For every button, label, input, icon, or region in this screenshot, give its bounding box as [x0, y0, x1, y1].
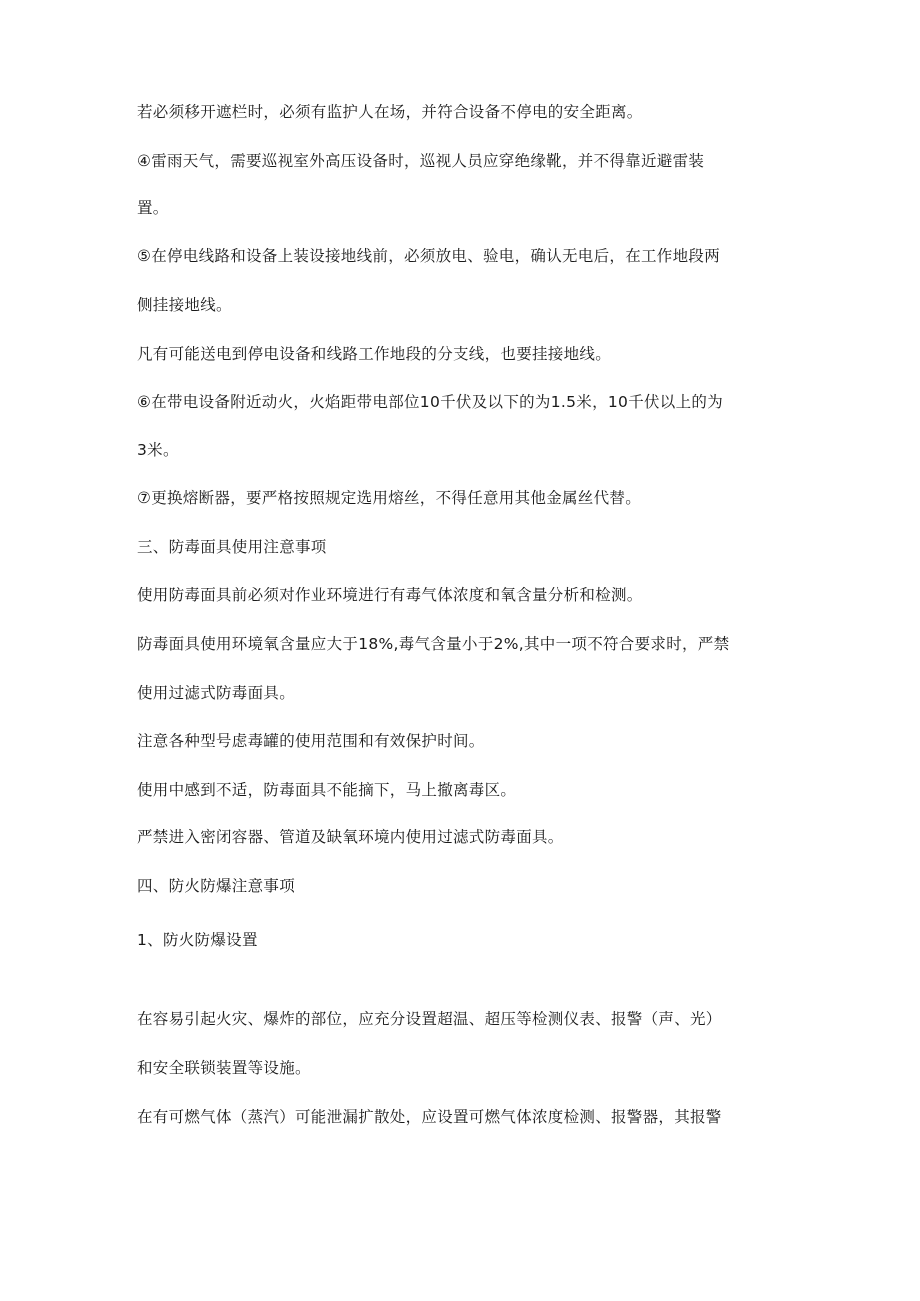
text-line: ④雷雨天气，需要巡视室外高压设备时，巡视人员应穿绝缘靴，并不得靠近避雷装	[137, 152, 705, 170]
text-line: 置。	[137, 199, 169, 217]
text-line: ⑦更换熔断器，要严格按照规定选用熔丝，不得任意用其他金属丝代替。	[137, 489, 641, 507]
section-heading: 三、防毒面具使用注意事项	[137, 538, 327, 556]
text-line: 严禁进入密闭容器、管道及缺氧环境内使用过滤式防毒面具。	[137, 828, 564, 846]
text-line: 3米。	[137, 441, 179, 459]
text-line: 和安全联锁装置等设施。	[137, 1059, 311, 1077]
text-line: 使用中感到不适，防毒面具不能摘下，马上撤离毒区。	[137, 781, 517, 799]
text-line: 在有可燃气体（蒸汽）可能泄漏扩散处，应设置可燃气体浓度检测、报警器，其报警	[137, 1108, 722, 1126]
text-line: 使用过滤式防毒面具。	[137, 684, 296, 702]
section-heading: 四、防火防爆注意事项	[137, 877, 296, 895]
text-line: 在容易引起火灾、爆炸的部位，应充分设置超温、超压等检测仪表、报警（声、光）	[137, 1010, 722, 1028]
text-line: 防毒面具使用环境氧含量应大于18%,毒气含量小于2%,其中一项不符合要求时，严禁	[137, 635, 730, 653]
subsection-heading: 1、防火防爆设置	[137, 931, 258, 949]
text-line: 侧挂接地线。	[137, 296, 232, 314]
text-line: 凡有可能送电到停电设备和线路工作地段的分支线，也要挂接地线。	[137, 345, 612, 363]
text-line: 若必须移开遮栏时，必须有监护人在场，并符合设备不停电的安全距离。	[137, 103, 643, 121]
text-line: 注意各种型号虑毒罐的使用范围和有效保护时间。	[137, 732, 485, 750]
text-line: 使用防毒面具前必须对作业环境进行有毒气体浓度和氧含量分析和检测。	[137, 586, 643, 604]
text-line: ⑤在停电线路和设备上装设接地线前，必须放电、验电，确认无电后，在工作地段两	[137, 247, 720, 265]
text-line: ⑥在带电设备附近动火，火焰距带电部位10千伏及以下的为1.5米，10千伏以上的为	[137, 393, 723, 411]
